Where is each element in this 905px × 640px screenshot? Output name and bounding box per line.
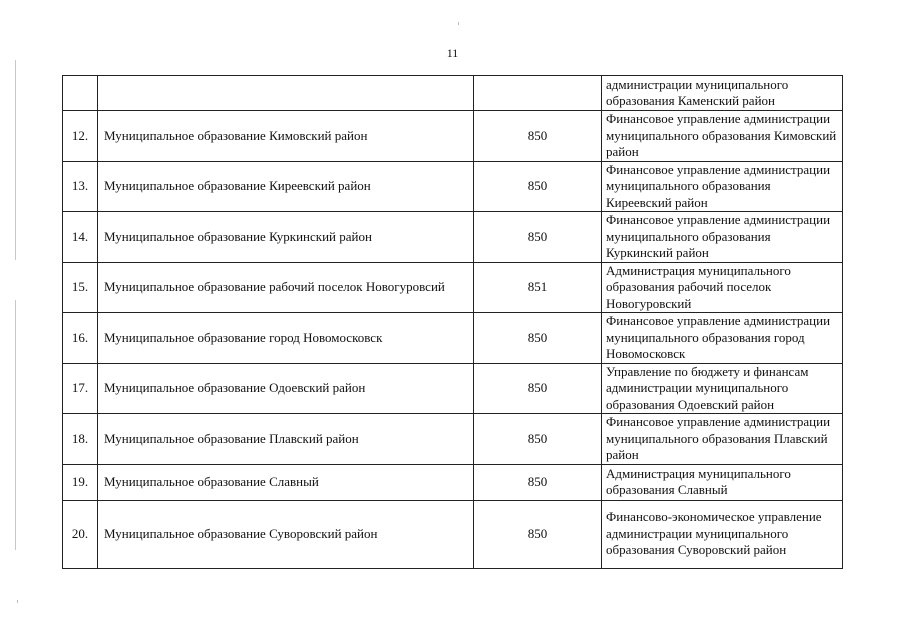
table-row: [63, 464, 843, 500]
municipality-name: Муниципальное образование Плавский район: [98, 414, 474, 465]
table-row: [63, 111, 843, 162]
row-number: 12.: [63, 111, 98, 162]
finance-authority: Финансовое управление администрации муниципального образования Кимовский район: [602, 111, 843, 162]
finance-authority: Финансово-экономическое управление администрации муниципального образования Суворовский район: [602, 500, 843, 568]
budget-code: 850: [474, 414, 602, 465]
budget-code: [474, 76, 602, 111]
table-row: [63, 414, 843, 465]
municipality-name: Муниципальное образование Киреевский район: [98, 161, 474, 212]
budget-code: 850: [474, 111, 602, 162]
municipality-name: Муниципальное образование город Новомосковск: [98, 313, 474, 364]
finance-authority: Финансовое управление администрации муниципального образования Куркинский район: [602, 212, 843, 263]
scan-margin-mark: [15, 300, 16, 550]
table-row: [63, 363, 843, 414]
row-number: [63, 76, 98, 111]
row-number: 14.: [63, 212, 98, 263]
row-number: 20.: [63, 500, 98, 568]
municipality-name: Муниципальное образование Кимовский район: [98, 111, 474, 162]
finance-authority: администрации муниципального образования Каменский район: [602, 76, 843, 111]
municipality-name: Муниципальное образование Куркинский район: [98, 212, 474, 263]
finance-authority: Администрация муниципального образования Славный: [602, 464, 843, 500]
scan-dot: [458, 22, 459, 25]
row-number: 18.: [63, 414, 98, 465]
finance-authority: Управление по бюджету и финансам администрации муниципального образования Одоевский район: [602, 363, 843, 414]
budget-code: 850: [474, 212, 602, 263]
municipality-name: [98, 76, 474, 111]
finance-authority: Администрация муниципального образования рабочий поселок Новогуровский: [602, 262, 843, 313]
table-row: [63, 500, 843, 568]
municipality-name: Муниципальное образование Славный: [98, 464, 474, 500]
budget-code: 850: [474, 500, 602, 568]
budget-code: 851: [474, 262, 602, 313]
table-row: [63, 161, 843, 212]
row-number: 19.: [63, 464, 98, 500]
municipality-name: Муниципальное образование рабочий поселок Новогуровсий: [98, 262, 474, 313]
row-number: 16.: [63, 313, 98, 364]
table-row: [63, 262, 843, 313]
table-row-continuation: [63, 76, 843, 111]
table-row: [63, 212, 843, 263]
municipality-name: Муниципальное образование Суворовский район: [98, 500, 474, 568]
budget-code: 850: [474, 363, 602, 414]
municipal-table: [62, 75, 843, 569]
budget-code: 850: [474, 313, 602, 364]
row-number: 15.: [63, 262, 98, 313]
finance-authority: Финансовое управление администрации муниципального образования Киреевский район: [602, 161, 843, 212]
municipality-name: Муниципальное образование Одоевский район: [98, 363, 474, 414]
page-number: 11: [446, 46, 459, 60]
row-number: 13.: [63, 161, 98, 212]
budget-code: 850: [474, 464, 602, 500]
row-number: 17.: [63, 363, 98, 414]
budget-code: 850: [474, 161, 602, 212]
finance-authority: Финансовое управление администрации муниципального образования город Новомосковск: [602, 313, 843, 364]
scan-margin-mark: [15, 60, 16, 260]
finance-authority: Финансовое управление администрации муниципального образования Плавский район: [602, 414, 843, 465]
table-row: [63, 313, 843, 364]
municipal-table-body: [63, 76, 843, 569]
scan-dot: [17, 600, 18, 603]
